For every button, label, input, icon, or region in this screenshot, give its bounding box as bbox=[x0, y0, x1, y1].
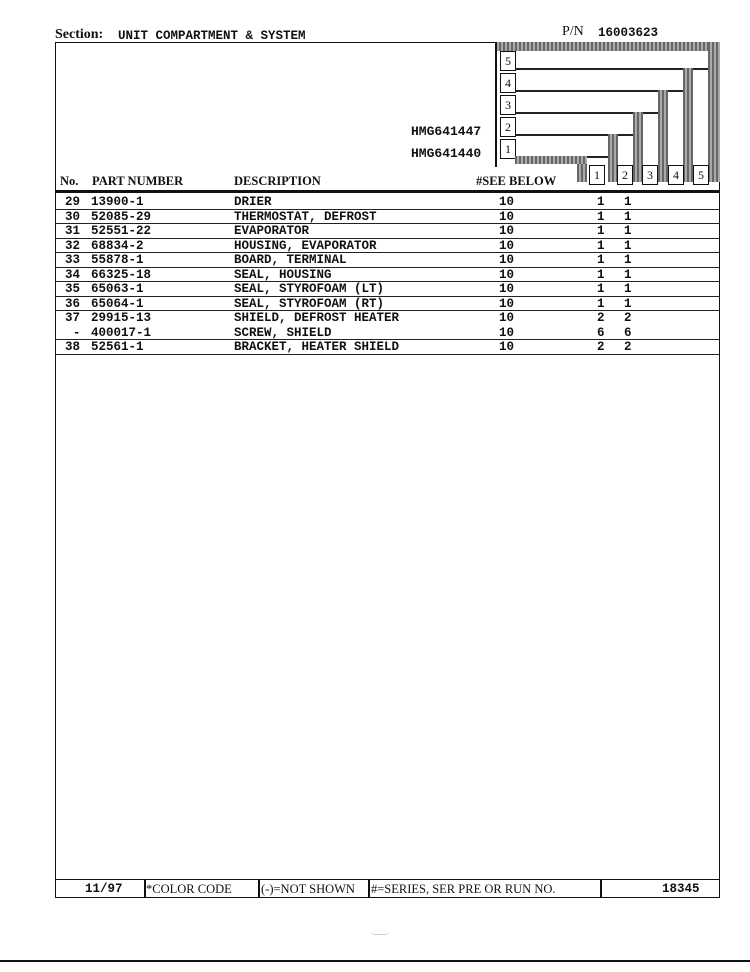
footer-color-code: *COLOR CODE bbox=[146, 882, 232, 896]
part-number-label: P/N bbox=[562, 24, 584, 39]
item-no: 33 bbox=[65, 253, 81, 267]
description: BOARD, TERMINAL bbox=[234, 253, 347, 267]
footer-page-code: 18345 bbox=[662, 882, 700, 896]
row-rule bbox=[55, 354, 720, 355]
item-no: 38 bbox=[65, 340, 81, 354]
col-header-see-below: #SEE BELOW bbox=[476, 174, 557, 188]
series: 10 bbox=[499, 253, 515, 267]
qty-col-2: 2 bbox=[624, 311, 632, 325]
col-header-no: No. bbox=[60, 174, 79, 188]
item-no: 31 bbox=[65, 224, 81, 238]
part-number: 65064-1 bbox=[91, 296, 144, 311]
qty-col-1: 1 bbox=[597, 282, 605, 296]
part-number: 52561-1 bbox=[91, 340, 144, 354]
col-header-description: DESCRIPTION bbox=[234, 174, 321, 188]
table-row bbox=[55, 195, 720, 210]
qty-col-2: 2 bbox=[624, 340, 632, 354]
selector-right-band bbox=[708, 42, 720, 182]
description: SCREW, SHIELD bbox=[234, 325, 332, 340]
part-number: 52551-22 bbox=[91, 224, 152, 238]
part-number: 65063-1 bbox=[91, 282, 144, 296]
footer-date: 11/97 bbox=[85, 882, 123, 896]
part-number: 68834-2 bbox=[91, 238, 144, 253]
scan-smudge bbox=[370, 930, 390, 935]
table-row bbox=[55, 340, 720, 355]
selector-box-1: 1 bbox=[500, 139, 516, 159]
item-no: 36 bbox=[65, 296, 81, 311]
description: EVAPORATOR bbox=[234, 224, 310, 238]
description: BRACKET, HEATER SHIELD bbox=[234, 340, 400, 354]
selector-top-band bbox=[495, 42, 720, 51]
qty-col-2: 1 bbox=[624, 224, 632, 238]
model-selector bbox=[0, 0, 750, 200]
series: 10 bbox=[499, 311, 515, 325]
description: SEAL, STYROFOAM (LT) bbox=[234, 282, 385, 296]
selector-box-4: 4 bbox=[500, 73, 516, 93]
part-number: 66325-18 bbox=[91, 267, 152, 282]
description: HOUSING, EVAPORATOR bbox=[234, 238, 377, 253]
section-title: UNIT COMPARTMENT & SYSTEM bbox=[118, 29, 306, 43]
stair-bar-3 bbox=[658, 90, 668, 182]
model-col-2: 2 bbox=[617, 165, 633, 185]
qty-col-2: 6 bbox=[624, 325, 632, 340]
qty-col-1: 1 bbox=[597, 267, 605, 282]
series: 10 bbox=[499, 296, 515, 311]
part-number: 52085-29 bbox=[91, 209, 152, 224]
model-col-4: 4 bbox=[668, 165, 684, 185]
col-header-part-number: PART NUMBER bbox=[92, 174, 184, 188]
qty-col-2: 1 bbox=[624, 282, 632, 296]
table-row bbox=[55, 326, 720, 341]
description: DRIER bbox=[234, 195, 272, 209]
stair-bar-4 bbox=[683, 68, 693, 182]
footer-bar bbox=[55, 879, 720, 897]
table-row bbox=[55, 210, 720, 225]
model-col-3: 3 bbox=[642, 165, 658, 185]
table-row bbox=[55, 224, 720, 239]
selector-divider bbox=[495, 42, 497, 167]
qty-col-2: 1 bbox=[624, 253, 632, 267]
selector-box-5: 5 bbox=[500, 51, 516, 71]
qty-col-2: 1 bbox=[624, 267, 632, 282]
table-row bbox=[55, 311, 720, 326]
model-col-1: 1 bbox=[589, 165, 605, 185]
description: SEAL, HOUSING bbox=[234, 267, 332, 282]
part-number-value: 16003623 bbox=[598, 26, 659, 40]
table-row bbox=[55, 253, 720, 268]
qty-col-2: 1 bbox=[624, 296, 632, 311]
series: 10 bbox=[499, 224, 515, 238]
qty-col-1: 1 bbox=[597, 253, 605, 267]
item-no: 34 bbox=[65, 267, 81, 282]
part-number: 400017-1 bbox=[91, 325, 152, 340]
table-row bbox=[55, 268, 720, 283]
qty-col-1: 1 bbox=[597, 296, 605, 311]
series: 10 bbox=[499, 209, 515, 224]
series: 10 bbox=[499, 238, 515, 253]
qty-col-1: 1 bbox=[597, 238, 605, 253]
part-number: 13900-1 bbox=[91, 195, 144, 209]
model-name-1: HMG641440 bbox=[411, 146, 482, 161]
qty-col-1: 2 bbox=[597, 340, 605, 354]
description: SHIELD, DEFROST HEATER bbox=[234, 311, 400, 325]
qty-col-2: 1 bbox=[624, 238, 632, 253]
item-no: 29 bbox=[65, 195, 81, 209]
footer-not-shown: (-)=NOT SHOWN bbox=[261, 882, 355, 896]
header-rule-secondary bbox=[55, 192, 720, 193]
footer-sep bbox=[368, 880, 370, 898]
section-label: Section: bbox=[55, 27, 104, 42]
part-number: 55878-1 bbox=[91, 253, 144, 267]
page-bottom-rule bbox=[0, 960, 750, 962]
part-number: 29915-13 bbox=[91, 311, 152, 325]
stair-bar-base bbox=[515, 156, 587, 164]
qty-col-2: 1 bbox=[624, 195, 632, 209]
item-no: 37 bbox=[65, 311, 81, 325]
footer-sep bbox=[258, 880, 260, 898]
qty-col-1: 1 bbox=[597, 209, 605, 224]
footer-series-note: #=SERIES, SER PRE OR RUN NO. bbox=[371, 882, 556, 896]
model-col-5: 5 bbox=[693, 165, 709, 185]
footer-sep bbox=[600, 880, 602, 898]
model-name-2: HMG641447 bbox=[411, 124, 482, 139]
item-no: 30 bbox=[65, 209, 81, 224]
qty-col-1: 1 bbox=[597, 224, 605, 238]
series: 10 bbox=[499, 267, 515, 282]
description: SEAL, STYROFOAM (RT) bbox=[234, 296, 385, 311]
qty-col-1: 2 bbox=[597, 311, 605, 325]
series: 10 bbox=[499, 282, 515, 296]
series: 10 bbox=[499, 340, 515, 354]
table-row bbox=[55, 297, 720, 312]
table-row bbox=[55, 282, 720, 297]
item-no: - bbox=[73, 325, 81, 340]
selector-box-3: 3 bbox=[500, 95, 516, 115]
table-row bbox=[55, 239, 720, 254]
qty-col-1: 1 bbox=[597, 195, 605, 209]
qty-col-1: 6 bbox=[597, 325, 605, 340]
series: 10 bbox=[499, 195, 515, 209]
description: THERMOSTAT, DEFROST bbox=[234, 209, 377, 224]
series: 10 bbox=[499, 325, 515, 340]
qty-col-2: 1 bbox=[624, 209, 632, 224]
item-no: 32 bbox=[65, 238, 81, 253]
item-no: 35 bbox=[65, 282, 81, 296]
selector-box-2: 2 bbox=[500, 117, 516, 137]
stair-line-5 bbox=[515, 68, 708, 70]
